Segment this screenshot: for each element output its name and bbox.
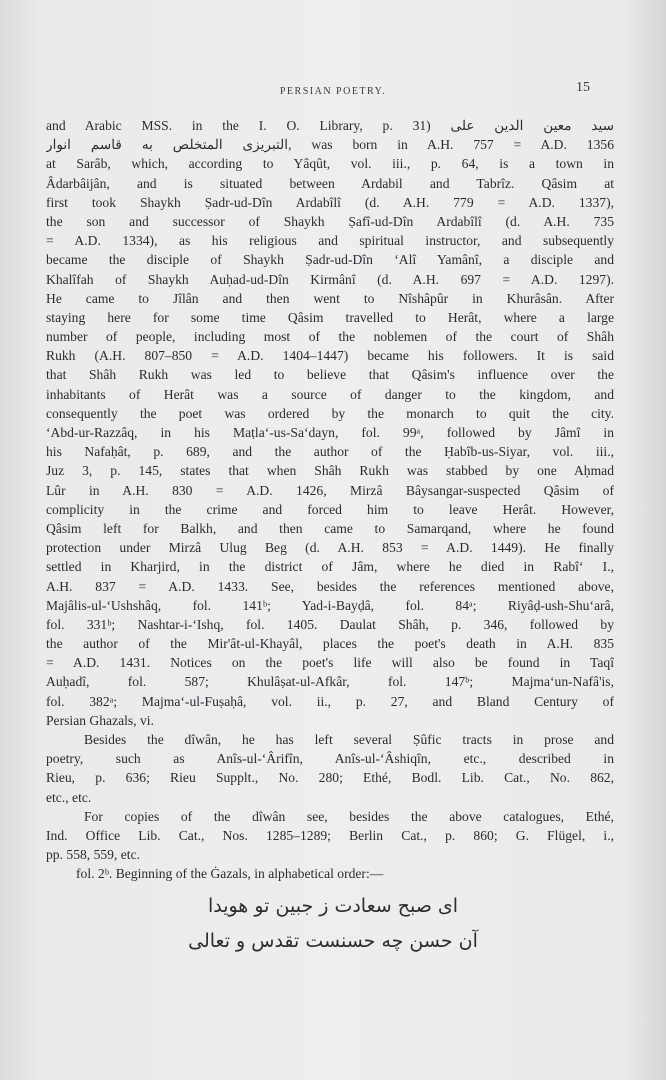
text-line: pp. 558, 559, etc. [46, 847, 141, 863]
text-line: fol. 382ᵃ; Majma‘-ul-Fuṣaḥâ, vol. ii., p. 27, and Bland Century of [46, 693, 614, 709]
text-line: Lûr in A.H. 830 = A.D. 1426, Mirzâ Bâysangar-suspected Qâsim of [46, 482, 614, 498]
text-line: fol. 331ᵇ; Nashtar-i-‘Ishq, fol. 1405. Daulat Shâh, p. 346, followed by [46, 616, 614, 632]
text-line: his Nafaḥât, p. 689, and the author of the Ḥabîb-us-Siyar, vol. iii., [46, 444, 614, 460]
text-line: the son and successor of Shaykh Ṣafî-ud-Dîn Ardabîlî (d. A.H. 735 [46, 213, 614, 229]
text-line: He came to Jîlân and then went to Nîshâpûr in Khurâsân. After [46, 290, 614, 306]
text-line: Qâsim left for Balkh, and then came to Samarqand, where he found [46, 520, 614, 536]
text-line: etc., etc. [46, 789, 92, 805]
text-line: Juz 3, p. 145, states that when Shâh Rukh was stabbed by one Aḥmad [46, 463, 614, 479]
text-line: ‘Abd-ur-Razzâq, in his Maṭla‘-us-Sa‘dayn, fol. 99ᵃ, followed by Jâmî in [46, 425, 614, 440]
text-line: protection under Mirzâ Ulug Beg (d. A.H. 853 = A.D. 1449). He finally [46, 540, 614, 556]
text-line: Besides the dîwân, he has left several Ṣûfic tracts in prose and [84, 732, 614, 747]
running-title: PERSIAN POETRY. [279, 86, 387, 97]
text-line: inhabitants of Herât was a source of danger to the kingdom, and [46, 386, 614, 402]
text-line: Rukh (A.H. 807–850 = A.D. 1404–1447) became his followers. It is said [46, 348, 614, 364]
text-line: Persian Ghazals, vi. [46, 712, 154, 728]
persian-verse-line-2: آن حسن چه حسنست تقدس و تعالی [188, 930, 478, 952]
text-line: A.H. 837 = A.D. 1433. See, besides the references mentioned above, [46, 578, 614, 594]
text-line: staying here for some time Qâsim travelled to Herât, where a large [46, 309, 614, 325]
text-line: at Sarâb, which, according to Yâqût, vol. iii., p. 64, is a town in [46, 156, 614, 172]
text-line: For copies of the dîwân see, besides the above catalogues, Ethé, [84, 808, 614, 824]
page-number: 15 [576, 80, 590, 95]
text-line: complicity in the crime and forced him to leave Herât. However, [46, 501, 614, 517]
text-line: settled in Kharjird, in the district of Jâm, where he died in Rabî‘ I., [46, 559, 614, 575]
text-line: poetry, such as Anîs-ul-‘Ârifîn, Anîs-ul-‘Âshiqîn, etc., described in [46, 751, 614, 767]
text-line: Khalîfah of Shaykh Auḥad-ud-Dîn Kirmânî (d. A.H. 697 = A.D. 1297). [46, 271, 614, 287]
text-line: that Shâh Rukh was led to believe that Qâsim's influence over the [46, 367, 614, 383]
text-line: = A.D. 1334), as his religious and spiritual instructor, and subsequently [46, 233, 614, 249]
persian-verse-line-1: ای صبح سعادت ز جبین تو هویدا [207, 895, 459, 917]
text-line: first took Shaykh Ṣadr-ud-Dîn Ardabîlî (d. A.H. 779 = A.D. 1337), [46, 194, 614, 210]
body-text [46, 116, 614, 884]
text-line: Majâlis-ul-‘Ushshâq, fol. 141ᵇ; Yad-i-Bayḍâ, fol. 84ᵃ; Riyâḍ-ush-Shu‘arâ, [46, 597, 614, 613]
text-line: consequently the poet was ordered by the monarch to quit the city. [46, 405, 614, 421]
text-line: Rieu, p. 636; Rieu Supplt., No. 280; Ethé, Bodl. Lib. Cat., No. 862, [46, 770, 614, 786]
text-line: التبریزی المتخلص به قاسم انوار, was born in A.H. 757 = A.D. 1356 [46, 137, 614, 153]
text-line: fol. 2ᵇ. Beginning of the Ġazals, in alphabetical order:— [76, 866, 384, 882]
text-line: = A.D. 1431. Notices on the poet's life will also be found in Taqî [46, 655, 614, 671]
text-line: number of people, including most of the noblemen of the court of Shâh [46, 329, 614, 345]
text-line: Âdarbâijân, and is situated between Ardabil and Tabrîz. Qâsim at [46, 175, 614, 191]
text-line: Auḥadî, fol. 587; Khulâṣat-ul-Afkâr, fol. 147ᵇ; Majma‘un-Nafâ'is, [46, 674, 614, 690]
text-line: the author of the Mir'ât-ul-Khayâl, places the poet's death in A.H. 835 [46, 636, 614, 652]
text-line: and Arabic MSS. in the I. O. Library, p. 31) سید معین الدین علی [46, 118, 614, 133]
text-line: became the disciple of Shaykh Ṣadr-ud-Dîn ‘Alî Yamânî, a disciple and [46, 252, 614, 268]
text-line: Ind. Office Lib. Cat., Nos. 1285–1289; Berlin Cat., p. 860; G. Flügel, i., [46, 827, 614, 843]
